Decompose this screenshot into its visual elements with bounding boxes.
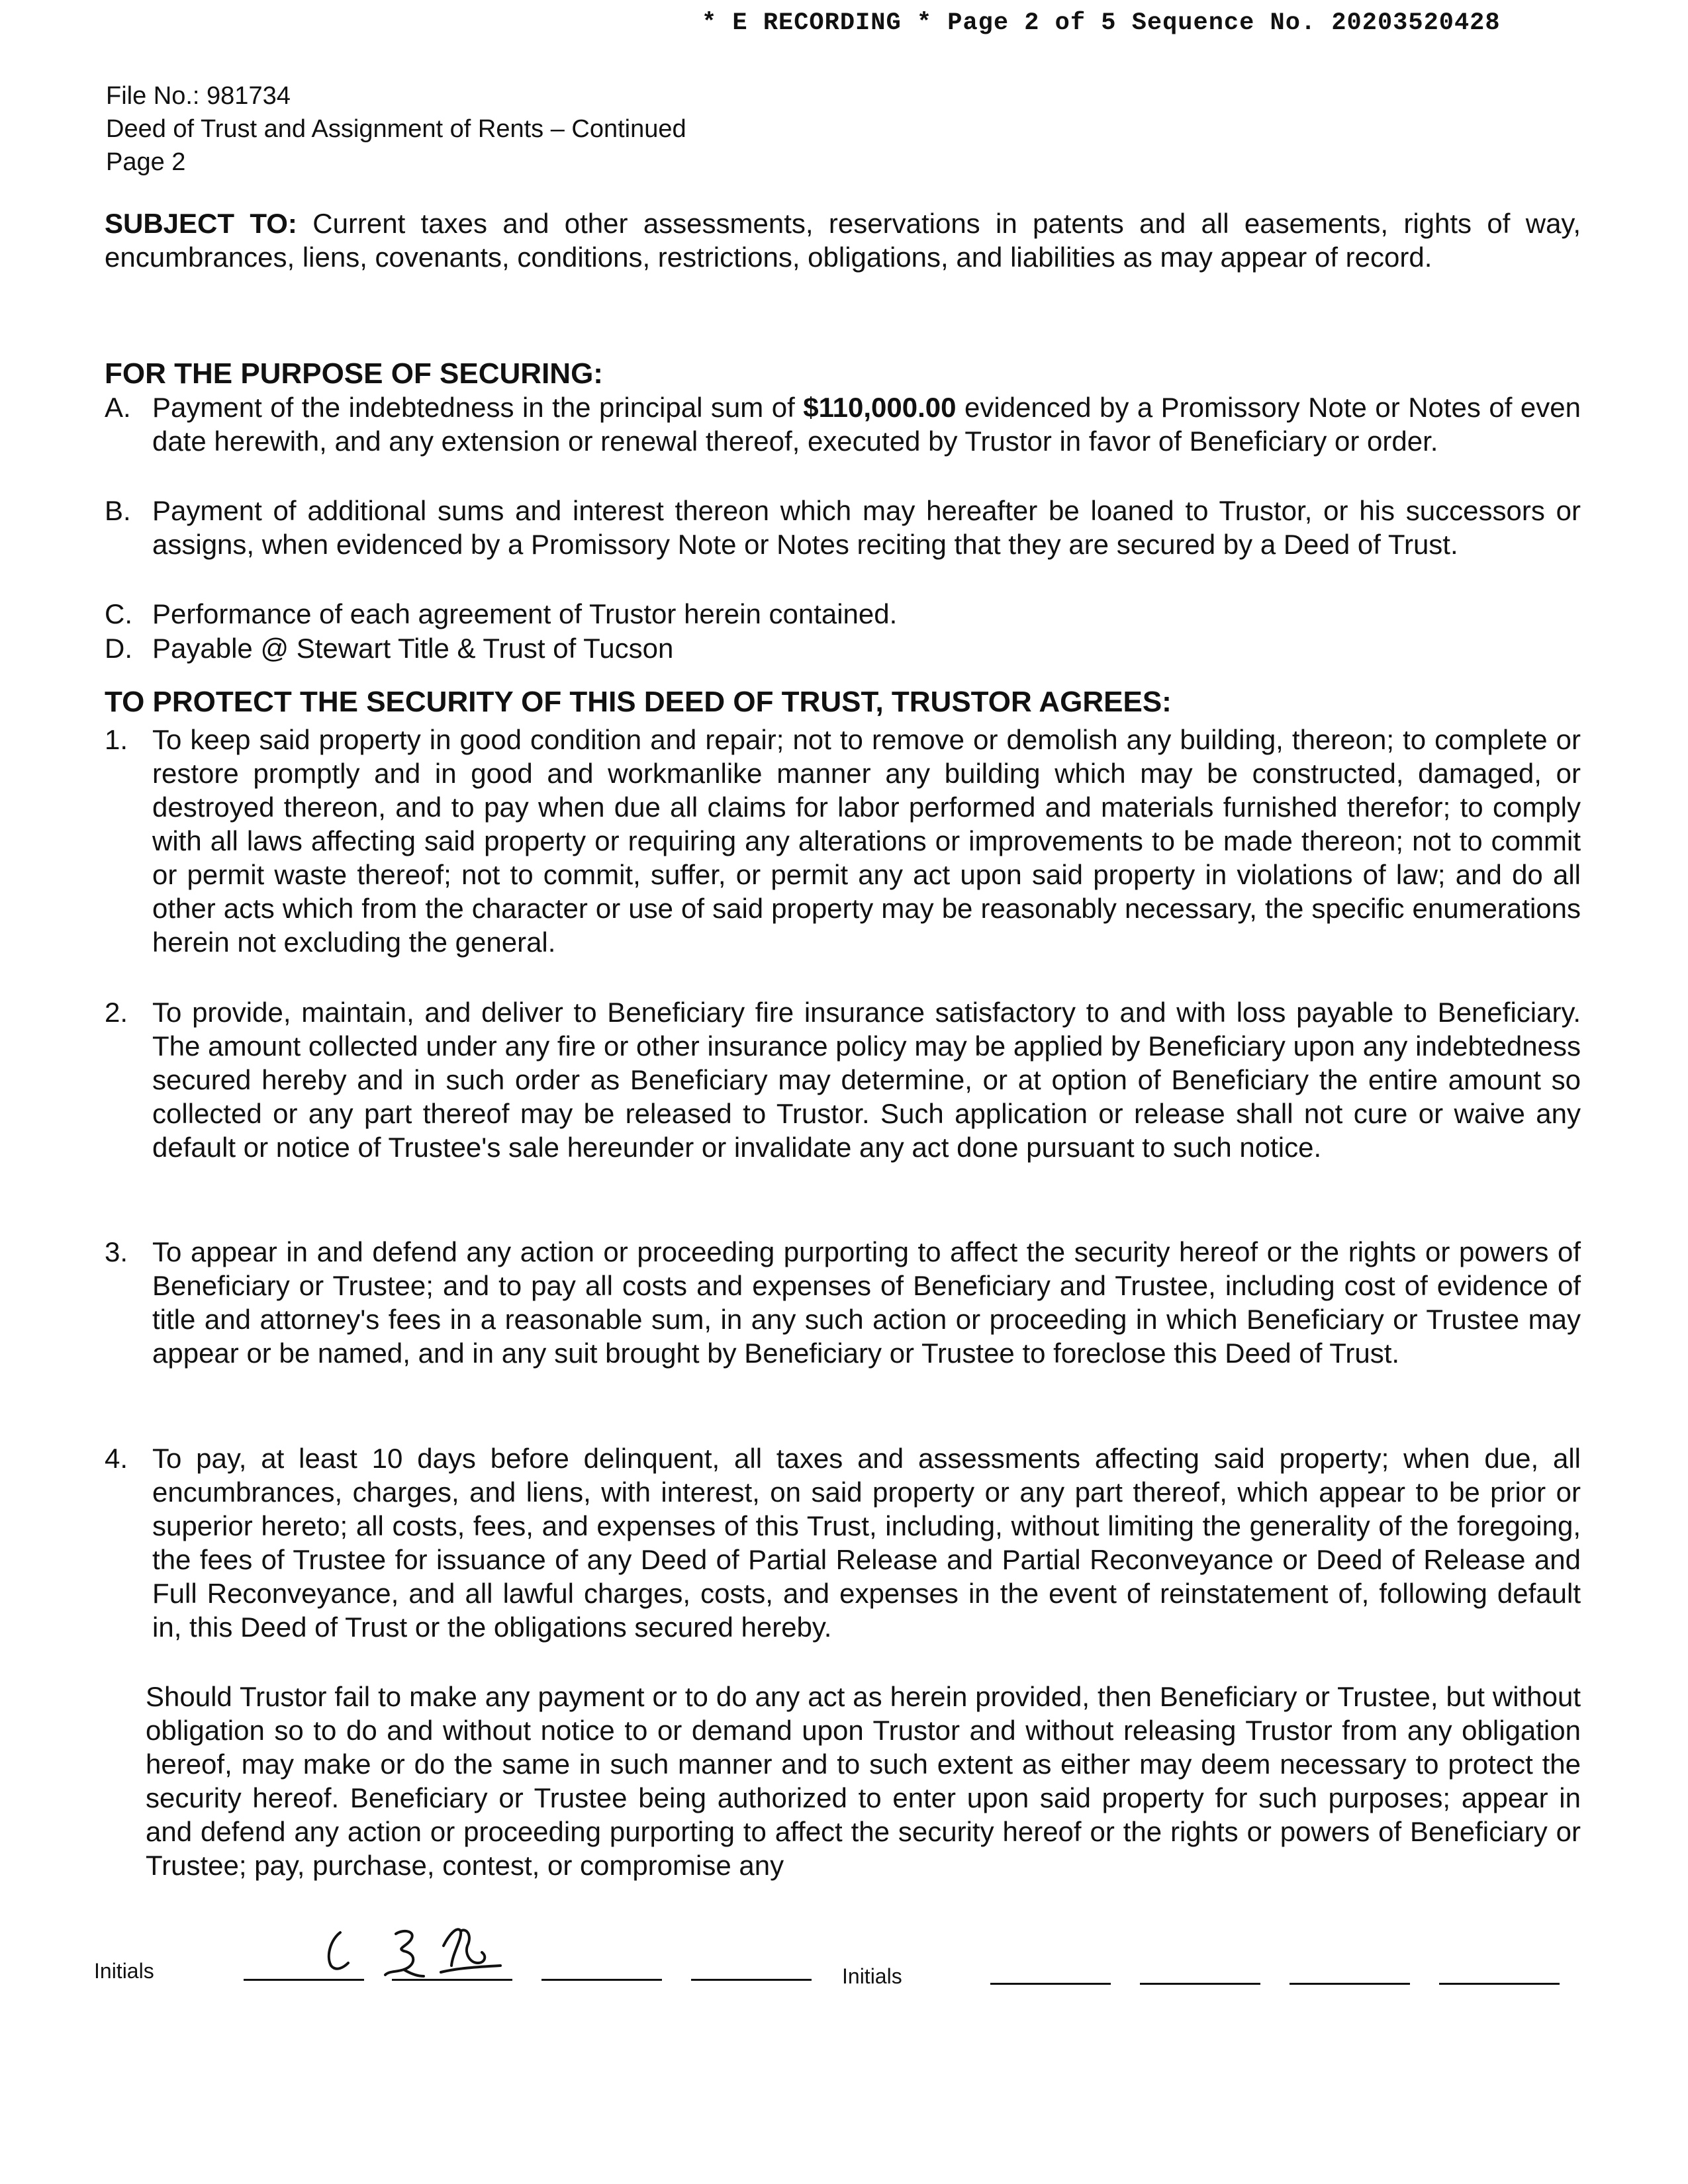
protect-item-1	[105, 723, 1581, 959]
item-text: evidenced by a Promissory Note or Notes of even date herewith, and any extension or renewal thereof, executed by Trustor in favor of Beneficiary or order.	[152, 392, 1581, 457]
item-text: Payable @ Stewart Title & Trust of Tucson	[152, 633, 674, 664]
item-marker: 3.	[105, 1236, 128, 1267]
initials-line	[990, 1983, 1111, 1985]
purpose-heading: FOR THE PURPOSE OF SECURING:	[105, 357, 603, 390]
initial-stroke	[385, 1931, 424, 1976]
initials-line	[1140, 1983, 1260, 1985]
initials-line	[1439, 1983, 1560, 1985]
continuation-paragraph: Should Trustor fail to make any payment or to do any act as herein provided, then Beneficiary or Trustee, but without obligation so to do and without notice to or demand upon Trustor and without releasing Trustor from any obligation hereof, may make or do the same in such manner and to such extent as either may deem necessary to protect the security hereof. Beneficiary or Trustee being authorized to enter upon said property for such purposes; appear in and defend any action or proceeding purporting to affect the security hereof or the rights or powers of Beneficiary or Trustee; pay, purchase, contest, or compromise any	[146, 1681, 1581, 1881]
item-text: To appear in and defend any action or proceeding purporting to affect the security hereof or the rights or powers of Beneficiary or Trustee; and to pay all costs and expenses of Beneficiary and Trustee, including cost of evidence of title and attorney's fees in a reasonable sum, in any such action or proceeding in which Beneficiary or Trustee may appear or be named, and in any suit brought by Beneficiary or Trustee to foreclose this Deed of Trust.	[152, 1236, 1581, 1369]
principal-amount: $110,000.00	[803, 392, 957, 423]
item-text: Payment of additional sums and interest thereon which may hereafter be loaned to Trustor, or his successors or assigns, when evidenced by a Promissory Note or Notes reciting that they are secured by a Deed of Trust.	[152, 495, 1581, 560]
item-text: Performance of each agreement of Trustor herein contained.	[152, 598, 898, 629]
initial-stroke	[329, 1933, 348, 1969]
purpose-item-c	[105, 597, 1581, 631]
protect-heading: TO PROTECT THE SECURITY OF THIS DEED OF TRUST, TRUSTOR AGREES:	[105, 686, 1172, 718]
item-marker: 2.	[105, 997, 128, 1028]
item-text: To keep said property in good condition and repair; not to remove or demolish any building, thereon; to complete or restore promptly and in good and workmanlike manner any building which may be constructed, damaged, or destroyed thereon, and to pay when due all claims for labor performed and materials furnished therefor; to comply with all laws affecting said property or requiring any alterations or improvements to be made thereon; not to commit or permit waste thereof; not to commit, suffer, or permit any act upon said property in violations of law; and do all other acts which from the character or use of said property may be reasonably necessary, the specific enumerations herein not excluding the general.	[152, 724, 1581, 958]
initial-stroke	[441, 1929, 500, 1972]
file-number: File No.: 981734	[106, 82, 291, 110]
initials-label-right: Initials	[842, 1964, 902, 1988]
purpose-item-d	[105, 631, 1581, 665]
page-number: Page 2	[106, 148, 186, 176]
item-marker: C.	[105, 598, 132, 629]
item-marker: A.	[105, 392, 131, 423]
initials-line	[691, 1979, 812, 1981]
subject-to-label: SUBJECT TO:	[105, 208, 297, 239]
protect-item-3	[105, 1235, 1581, 1370]
initials-line	[1289, 1983, 1410, 1985]
protect-item-2	[105, 995, 1581, 1164]
purpose-item-a	[105, 390, 1581, 458]
file-info-block	[106, 79, 686, 179]
item-marker: 1.	[105, 724, 128, 755]
initials-label-left: Initials	[94, 1959, 154, 1983]
protect-item-4	[105, 1441, 1581, 1644]
purpose-item-b	[105, 494, 1581, 561]
handwritten-initials	[311, 1919, 536, 1985]
item-marker: D.	[105, 633, 132, 664]
item-text: To pay, at least 10 days before delinquent, all taxes and assessments affecting said property; when due, all encumbrances, charges, and liens, with interest, on said property or any part thereof, which appear to be prior or superior hereto; all costs, fees, and expenses of this Trust, including, without limiting the generality of the foregoing, the fees of Trustee for issuance of any Deed of Partial Release and Partial Reconveyance or Deed of Release and Full Reconveyance, and all lawful charges, costs, and expenses in the event of reinstatement of, following default in, this Deed of Trust or the obligations secured hereby.	[152, 1443, 1581, 1643]
recording-header: * E RECORDING * Page 2 of 5 Sequence No. 20203520428	[702, 9, 1501, 37]
subject-to-paragraph	[105, 206, 1581, 274]
item-marker: B.	[105, 495, 131, 526]
item-text: Payment of the indebtedness in the principal sum of	[152, 392, 804, 423]
initials-line	[541, 1979, 662, 1981]
item-marker: 4.	[105, 1443, 128, 1474]
item-text: To provide, maintain, and deliver to Beneficiary fire insurance satisfactory to and with loss payable to Beneficiary. The amount collected under any fire or other insurance policy may be applied by Beneficiary upon any indebtedness secured hereby and in such order as Beneficiary may determine, or at option of Beneficiary the entire amount so collected or any part thereof may be released to Trustor. Such application or release shall not cure or waive any default or notice of Trustee's sale hereunder or invalidate any act done pursuant to such notice.	[152, 997, 1581, 1163]
document-title: Deed of Trust and Assignment of Rents – Continued	[106, 115, 686, 143]
subject-to-text: Current taxes and other assessments, reservations in patents and all easements, rights of way, encumbrances, liens, covenants, conditions, restrictions, obligations, and liabilities as may appear of record.	[105, 208, 1581, 273]
